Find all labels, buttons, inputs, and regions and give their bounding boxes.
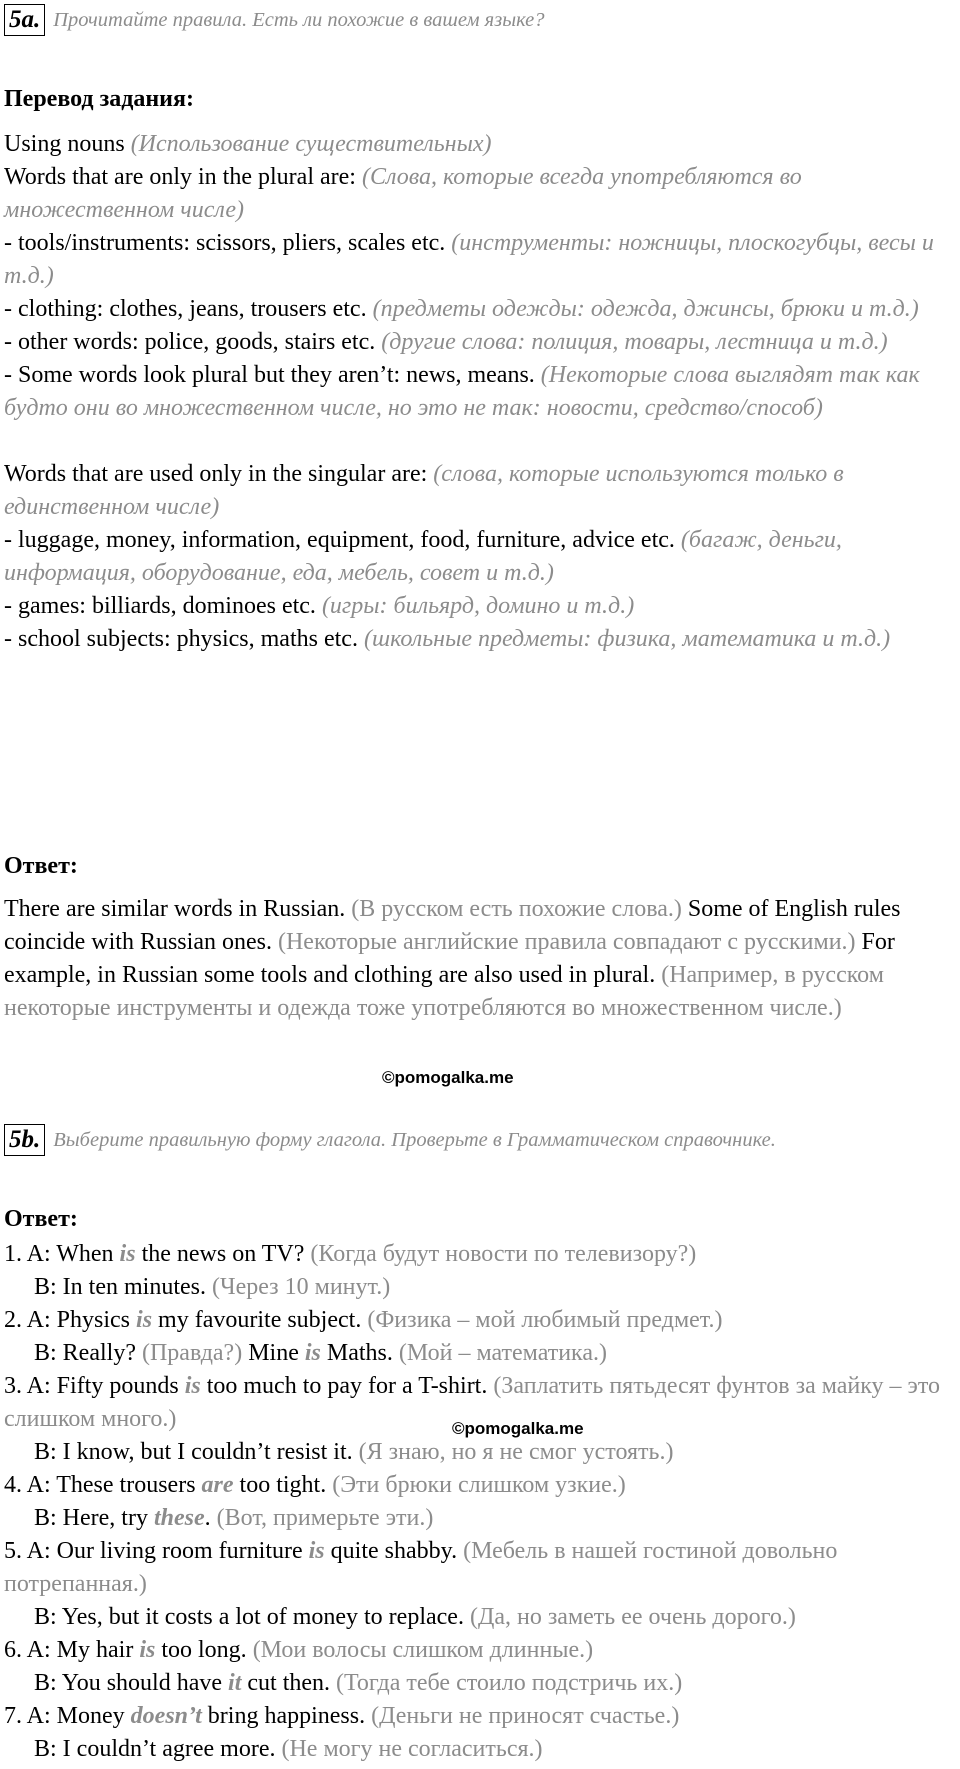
- list-item: 4. A: These trousers are too tight. (Эти брюки слишком узкие.): [4, 1472, 626, 1498]
- list-item: B: Here, try these. (Вот, примерьте эти.): [34, 1505, 434, 1531]
- list-item: 7. A: Money doesn’t bring happiness. (Деньги не приносят счастье.): [4, 1703, 680, 1729]
- answer-heading-5a: Ответ:: [4, 853, 78, 879]
- list-item: 1. A: When is the news on TV? (Когда будут новости по телевизору?): [4, 1241, 697, 1267]
- list-item: B: I couldn’t agree more. (Не могу не согласиться.): [34, 1736, 543, 1762]
- task-5b-header: [4, 1124, 776, 1156]
- rule-line: - luggage, money, information, equipment, food, furniture, advice etc. (багаж, деньги, информация, оборудование, еда, мебель, совет и т.д.): [4, 527, 842, 586]
- task-number-5a: 5a.: [4, 4, 45, 36]
- rule-line: - other words: police, goods, stairs etc. (другие слова: полиция, товары, лестница и т.д.): [4, 329, 888, 355]
- rule-line: Words that are used only in the singular are: (слова, которые используются только в единственном числе): [4, 461, 844, 520]
- watermark-2: ©pomogalka.me: [452, 1419, 584, 1438]
- rule-line: - tools/instruments: scissors, pliers, scales etc. (инструменты: ножницы, плоскогубцы, весы и т.д.): [4, 230, 934, 289]
- list-item: B: I know, but I couldn’t resist it. (Я знаю, но я не смог устоять.): [34, 1439, 674, 1465]
- list-item: 5. A: Our living room furniture is quite shabby. (Мебель в нашей гостиной довольно потрепанная.): [4, 1538, 838, 1597]
- rule-line: - school subjects: physics, maths etc. (школьные предметы: физика, математика и т.д.): [4, 626, 891, 652]
- task-instruction-5a: Прочитайте правила. Есть ли похожие в вашем языке?: [53, 8, 545, 31]
- rule-line: Words that are only in the plural are: (Слова, которые всегда употребляются во множественном числе): [4, 164, 802, 223]
- list-item: 2. A: Physics is my favourite subject. (Физика – мой любимый предмет.): [4, 1307, 723, 1333]
- rule-line: - games: billiards, dominoes etc. (игры: бильярд, домино и т.д.): [4, 593, 635, 619]
- rule-line: Using nouns (Использование существительных): [4, 131, 492, 157]
- list-item: B: Really? (Правда?) Mine is Maths. (Мой – математика.): [34, 1340, 607, 1366]
- rule-line: - Some words look plural but they aren’t: news, means. (Некоторые слова выглядят так как будто они во множественном числе, но это не так: новости, средство/способ): [4, 362, 920, 421]
- rules-block: [4, 128, 956, 656]
- translation-heading: Перевод задания:: [4, 86, 194, 112]
- list-item: B: In ten minutes. (Через 10 минут.): [34, 1274, 391, 1300]
- list-item: 6. A: My hair is too long. (Мои волосы слишком длинные.): [4, 1637, 594, 1663]
- answer-block-5a: There are similar words in Russian. (В русском есть похожие слова.) Some of English rules coincide with Russian ones. (Некоторые английские правила совпадают с русскими.) For example, in Russian some tools and clothing are also used in plural. (Например, в русском некоторые инструменты и одежда тоже употребляются во множественном числе.): [4, 896, 901, 1021]
- rule-line: - clothing: clothes, jeans, trousers etc. (предметы одежды: одежда, джинсы, брюки и т.д.): [4, 296, 919, 322]
- list-item: B: You should have it cut then. (Тогда тебе стоило подстричь их.): [34, 1670, 683, 1696]
- task-5a-header: [4, 4, 545, 36]
- answer-list-5b: [4, 1238, 956, 1766]
- list-item: 3. A: Fifty pounds is too much to pay for a T-shirt. (Заплатить пятьдесят фунтов за майку – это слишком много.): [4, 1373, 941, 1432]
- task-number-5b: 5b.: [4, 1124, 45, 1156]
- watermark: ©pomogalka.me: [382, 1068, 514, 1087]
- answer-heading-5b: Ответ:: [4, 1206, 78, 1232]
- list-item: B: Yes, but it costs a lot of money to replace. (Да, но заметь ее очень дорого.): [34, 1604, 796, 1630]
- task-instruction-5b: Выберите правильную форму глагола. Проверьте в Грамматическом справочнике.: [53, 1128, 776, 1151]
